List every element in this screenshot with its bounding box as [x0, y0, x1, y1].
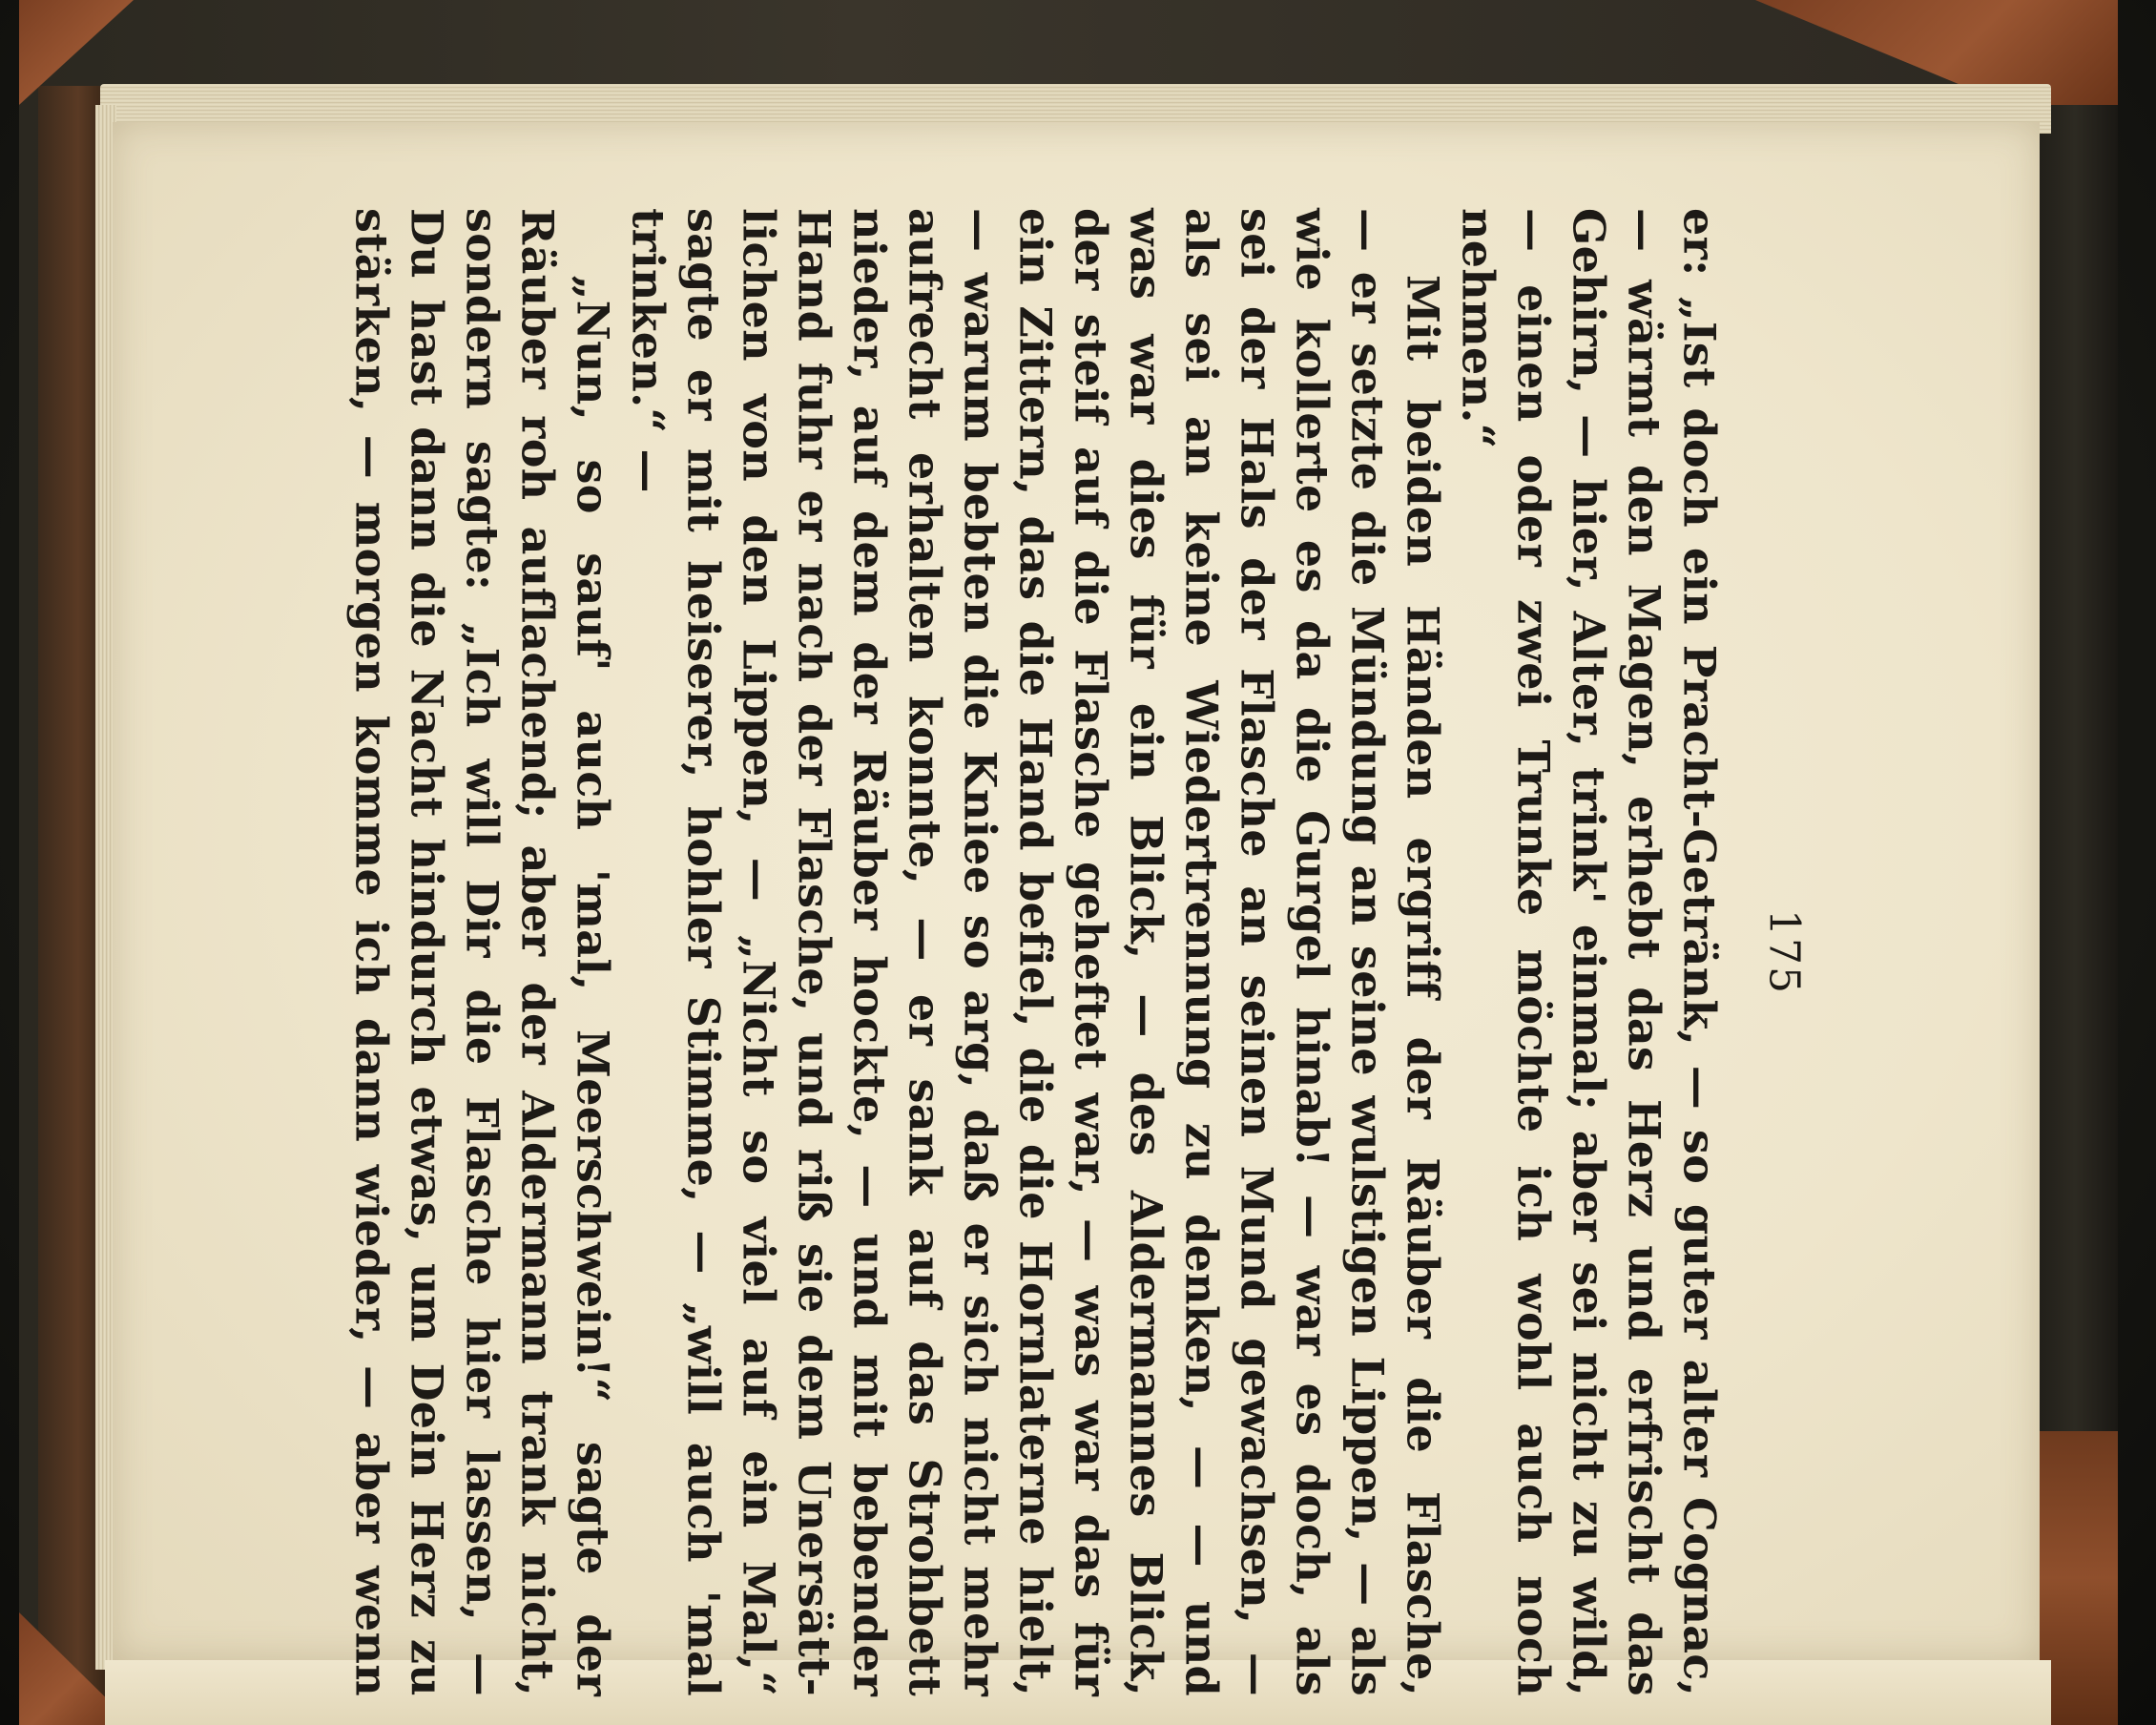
text-line: — er setzte die Mündung an seine wulstigen Lippen, — als: [1341, 208, 1394, 1696]
text-line: der steif auf die Flasche geheftet war, — was war das für: [1065, 208, 1117, 1696]
text-line: Du hast dann die Nacht hindurch etwas, um Dein Herz zu: [401, 208, 453, 1696]
page-number: 175: [1759, 909, 1809, 995]
text-line: als sei an keine Wiedertrennung zu denken, — — und: [1175, 208, 1228, 1696]
text-line: „Nun, so sauf' auch 'mal, Meerschwein!“ sagte der: [567, 275, 619, 1696]
text-line: Hand fuhr er nach der Flasche, und riß sie dem Unersätt-: [788, 208, 840, 1696]
text-line: — wärmt den Magen, erhebt das Herz und erfrischt das: [1618, 208, 1670, 1696]
text-line: sondern sagte: „Ich will Dir die Flasche hier lassen, —: [456, 208, 508, 1696]
text-line: — einen oder zwei Trunke möchte ich wohl auch noch: [1507, 208, 1560, 1696]
text-line: Räuber roh auflachend; aber der Aldermann trank nicht,: [511, 208, 564, 1696]
text-line: was war dies für ein Blick, — des Aldermannes Blick,: [1120, 208, 1172, 1696]
page-text-block: [344, 208, 1809, 1696]
text-line: stärken, — morgen komme ich dann wieder, — aber wenn: [345, 208, 398, 1696]
text-line: lichen von den Lippen, — „Nicht so viel auf ein Mal,“: [733, 208, 785, 1696]
text-line: sagte er mit heiserer, hohler Stimme, — „will auch 'mal: [677, 208, 730, 1696]
text-line: ein Zittern, das die Hand befiel, die die Hornlaterne hielt,: [1009, 208, 1062, 1696]
text-line: Mit beiden Händen ergriff der Räuber die Flasche,: [1397, 275, 1449, 1696]
text-line: er: „Ist doch ein Pracht-Getränk, — so guter alter Cognac,: [1673, 208, 1726, 1696]
text-line: aufrecht erhalten konnte, — er sank auf das Strohbett: [899, 208, 951, 1696]
book-spine: [2032, 57, 2118, 1431]
text-line: sei der Hals der Flasche an seinen Mund gewachsen, —: [1231, 208, 1283, 1696]
text-line: — warum bebten die Kniee so arg, daß er sich nicht mehr: [954, 208, 1006, 1696]
book-page: [113, 122, 2040, 1696]
text-line: nieder, auf dem der Räuber hockte, — und mit bebender: [843, 208, 896, 1696]
text-line: Gehirn, — hier, Alter, trink' einmal; aber sei nicht zu wild,: [1563, 208, 1615, 1696]
text-line: wie kollerte es da die Gurgel hinab! — war es doch, als: [1286, 208, 1338, 1696]
text-line: nehmen.“: [1452, 208, 1504, 449]
text-line: trinken.“ —: [622, 208, 674, 493]
